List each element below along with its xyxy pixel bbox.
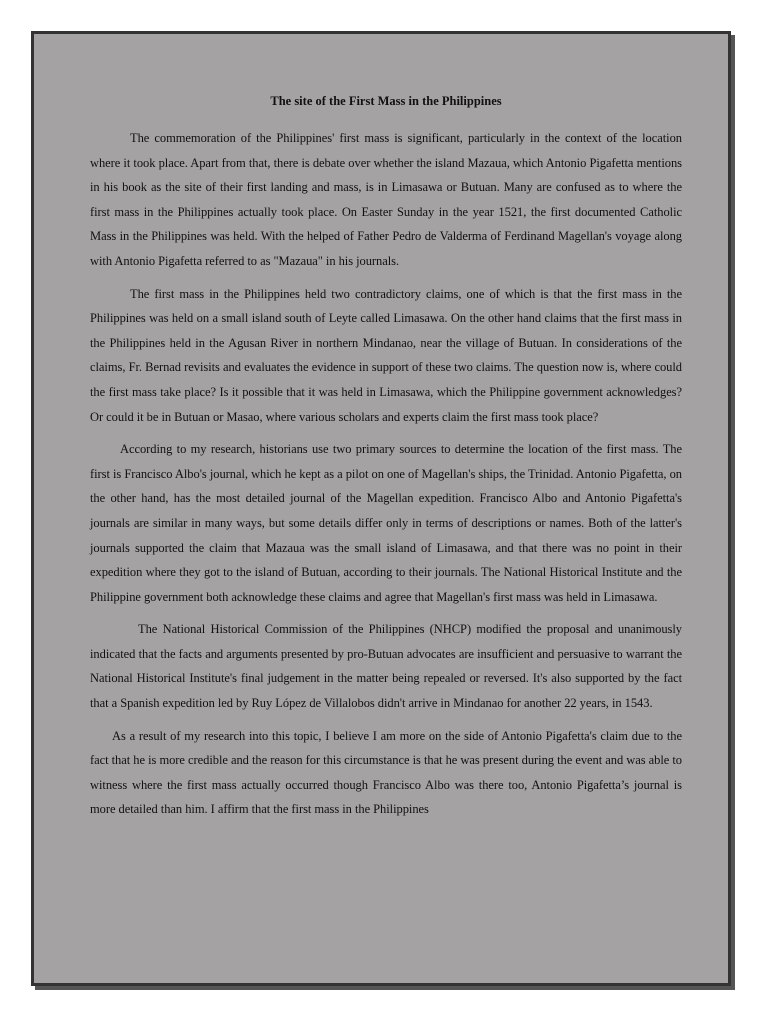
paragraph-2: The first mass in the Philippines held two contradictory claims, one of which is that the first mass in the Philippines was held on a small island south of Leyte called Limasawa. On the other hand claims that the first mass in the Philippines held in the Agusan River in northern Mindanao, near the village of Butuan. In considerations of the claims, Fr. Bernad revisits and evaluates the evidence in support of these two claims. The question now is, where could the first mass take place? Is it possible that it was held in Limasawa, which the Philippine government acknowledges? Or could it be in Butuan or Masao, where various scholars and experts claim the first mass took place?	[90, 286, 682, 424]
paragraph-1: The commemoration of the Philippines' first mass is significant, particularly in the context of the location where it took place. Apart from that, there is debate over whether the island Mazaua, which Antonio Pigafetta mentions in his book as the site of their first landing and mass, is in Limasawa or Butuan. Many are confused as to where the first mass in the Philippines actually took place. On Easter Sunday in the year 1521, the first documented Catholic Mass in the Philippines was held. With the helped of Father Pedro de Valderma of Ferdinand Magellan's voyage along with Antonio Pigafetta referred to as "Mazaua" in his journals.	[90, 131, 682, 268]
document-body	[90, 92, 682, 830]
paragraph-3: According to my research, historians use two primary sources to determine the location of the first mass. The first is Francisco Albo's journal, which he kept as a pilot on one of Magellan's ships, the Trinidad. Antonio Pigafetta, on the other hand, has the most detailed journal of the Magellan expedition. Francisco Albo and Antonio Pigafetta's journals are similar in many ways, but some details differ only in terms of descriptions or names. Both of the latter's journals supported the claim that Mazaua was the small island of Limasawa, and that there was no point in their expedition where they got to the island of Butuan, according to their journals. The National Historical Institute and the Philippine government both acknowledge these claims and agree that Magellan's first mass was held in Limasawa.	[90, 442, 682, 604]
paragraph-5: As a result of my research into this topic, I believe I am more on the side of Antonio Pigafetta's claim due to the fact that he is more credible and the reason for this circumstance is that he was present during the event and was able to witness where the first mass actually occurred though Francisco Albo was there too, Antonio Pigafetta’s journal is more detailed than him. I affirm that the first mass in the Philippines	[90, 728, 682, 817]
document-page	[31, 31, 731, 986]
document-title: The site of the First Mass in the Philippines	[270, 94, 502, 108]
paragraph-4: The National Historical Commission of the Philippines (NHCP) modified the proposal and unanimously indicated that the facts and arguments presented by pro-Butuan advocates are insufficient and persuasive to warrant the National Historical Institute's final judgement in the matter being repealed or reversed. It's also supported by the fact that a Spanish expedition led by Ruy López de Villalobos didn't arrive in Mindanao for another 22 years, in 1543.	[90, 622, 682, 711]
